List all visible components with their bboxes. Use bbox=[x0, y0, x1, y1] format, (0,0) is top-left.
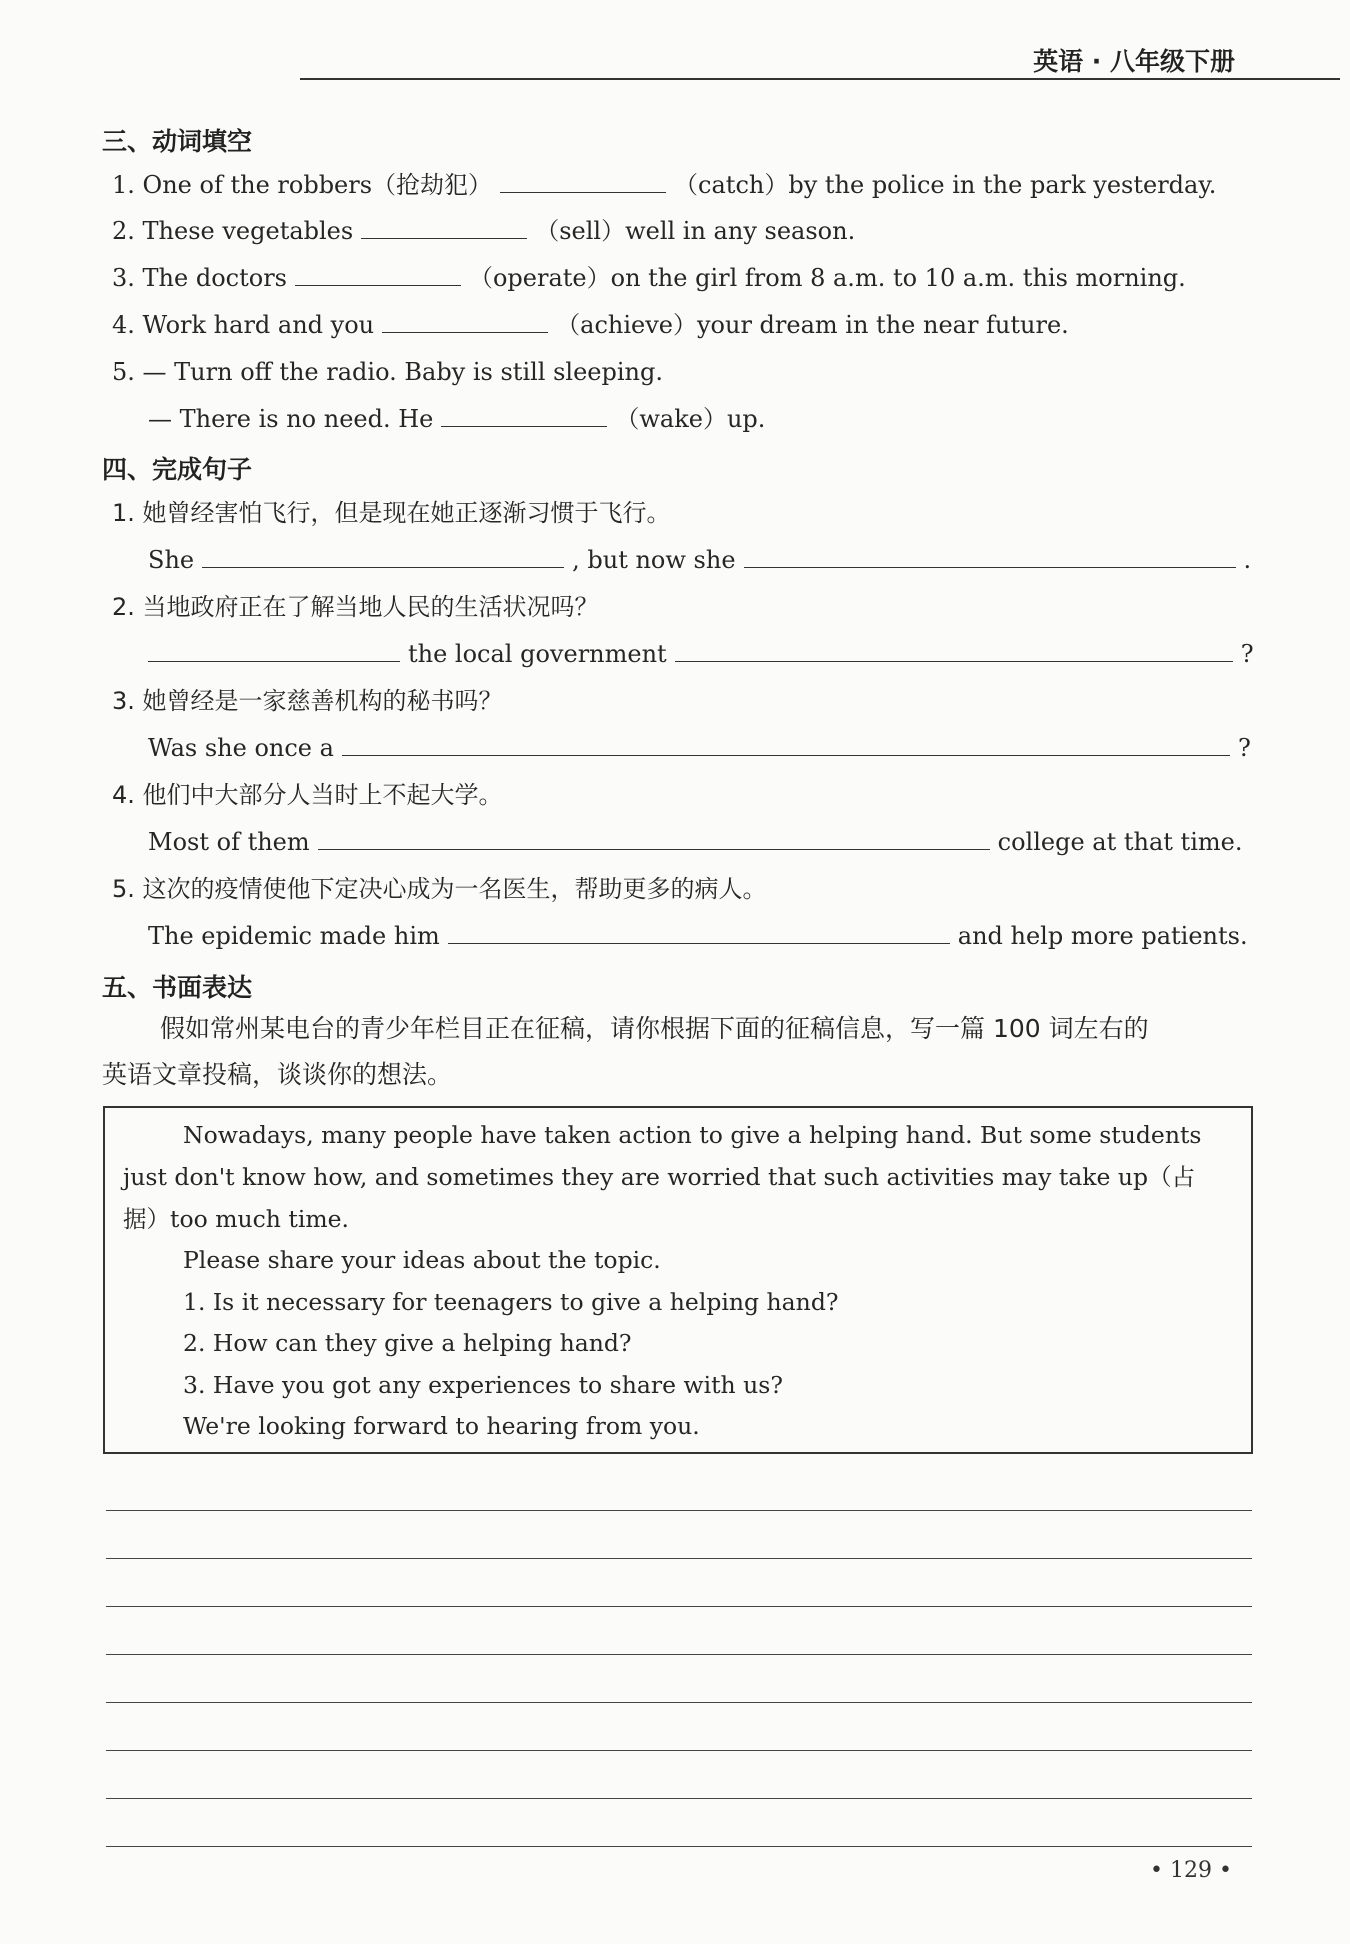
s4-item-2-cn bbox=[112, 590, 599, 624]
writing-line[interactable] bbox=[106, 1750, 1252, 1751]
sentence-end: . bbox=[1243, 546, 1252, 574]
item-number: 1. bbox=[112, 171, 135, 199]
answer-blank[interactable] bbox=[148, 637, 400, 662]
item-number: 5. bbox=[112, 875, 135, 903]
item-number: 2. bbox=[112, 217, 135, 245]
answer-blank[interactable] bbox=[295, 261, 461, 286]
header-title: 英语 · 八年级下册 bbox=[1033, 47, 1235, 76]
s4-item-5-cn bbox=[112, 872, 767, 906]
section-5-heading: 五、书面表达 bbox=[102, 973, 253, 1002]
sentence-part: Most of them bbox=[148, 828, 310, 856]
item-number: 1. bbox=[112, 499, 135, 527]
writing-line[interactable] bbox=[106, 1558, 1252, 1559]
prompt-box bbox=[103, 1106, 1253, 1454]
item-text-before: One of the robbers（抢劫犯） bbox=[142, 171, 493, 199]
prompt-line: just don't know how, and sometimes they are worried that such activities may take up（占 bbox=[123, 1163, 1196, 1191]
header-rule bbox=[300, 78, 1340, 80]
item-number: 5. bbox=[112, 358, 135, 386]
writing-line[interactable] bbox=[106, 1846, 1252, 1847]
sentence-end: ? bbox=[1240, 640, 1254, 668]
answer-blank[interactable] bbox=[361, 214, 527, 239]
prompt-line: 1. Is it necessary for teenagers to give a helping hand? bbox=[183, 1288, 839, 1316]
answer-blank[interactable] bbox=[441, 402, 607, 427]
chinese-prompt: 这次的疫情使他下定决心成为一名医生，帮助更多的病人。 bbox=[142, 875, 767, 903]
s3-item-2 bbox=[112, 214, 855, 248]
item-text-after: （operate）on the girl from 8 a.m. to 10 a.m. this morning. bbox=[468, 264, 1186, 292]
item-text-after: （catch）by the police in the park yesterday. bbox=[674, 171, 1217, 199]
answer-blank[interactable] bbox=[744, 543, 1236, 568]
s3-item-4 bbox=[112, 308, 1069, 342]
sentence-part: the local government bbox=[408, 640, 667, 668]
sentence-part: Was she once a bbox=[148, 734, 334, 762]
s4-item-5-en bbox=[148, 919, 1248, 953]
item-number: 3. bbox=[112, 687, 135, 715]
item-text-before: — There is no need. He bbox=[148, 405, 434, 433]
writing-line[interactable] bbox=[106, 1798, 1252, 1799]
prompt-line: Nowadays, many people have taken action to give a helping hand. But some students bbox=[183, 1121, 1202, 1149]
s3-item-5-reply bbox=[148, 402, 765, 436]
answer-blank[interactable] bbox=[448, 919, 950, 944]
answer-blank[interactable] bbox=[675, 637, 1233, 662]
sentence-part: , but now she bbox=[572, 546, 736, 574]
prompt-line: We're looking forward to hearing from you. bbox=[183, 1412, 700, 1440]
s4-item-3-en bbox=[148, 731, 1251, 765]
answer-blank[interactable] bbox=[500, 168, 666, 193]
prompt-line: 3. Have you got any experiences to share with us? bbox=[183, 1371, 783, 1399]
s3-item-1 bbox=[112, 168, 1216, 202]
writing-intro-line-2: 英语文章投稿，谈谈你的想法。 bbox=[102, 1060, 453, 1089]
writing-line[interactable] bbox=[106, 1702, 1252, 1703]
sentence-part: college at that time. bbox=[997, 828, 1243, 856]
section-4-heading: 四、完成句子 bbox=[102, 455, 253, 484]
sentence-end: ? bbox=[1237, 734, 1251, 762]
writing-line[interactable] bbox=[106, 1510, 1252, 1511]
section-3-heading: 三、动词填空 bbox=[102, 127, 253, 156]
prompt-line: 据）too much time. bbox=[123, 1205, 350, 1233]
chinese-prompt: 当地政府正在了解当地人民的生活状况吗？ bbox=[142, 593, 599, 621]
page-number: • 129 • bbox=[1150, 1858, 1232, 1883]
item-text-after: （sell）well in any season. bbox=[535, 217, 856, 245]
chinese-prompt: 她曾经是一家慈善机构的秘书吗？ bbox=[142, 687, 503, 715]
prompt-line: Please share your ideas about the topic. bbox=[183, 1246, 661, 1274]
writing-line[interactable] bbox=[106, 1606, 1252, 1607]
item-number: 2. bbox=[112, 593, 135, 621]
item-text-before: Work hard and you bbox=[142, 311, 375, 339]
s3-item-3 bbox=[112, 261, 1186, 295]
item-text-after: （wake）up. bbox=[615, 405, 766, 433]
s4-item-1-en bbox=[148, 543, 1251, 577]
s3-item-5 bbox=[112, 355, 663, 389]
item-number: 4. bbox=[112, 311, 135, 339]
sentence-part: She bbox=[148, 546, 195, 574]
answer-blank[interactable] bbox=[318, 825, 990, 850]
s4-item-1-cn bbox=[112, 496, 671, 530]
item-text-after: （achieve）your dream in the near future. bbox=[556, 311, 1069, 339]
item-number: 4. bbox=[112, 781, 135, 809]
sentence-part: The epidemic made him bbox=[148, 922, 440, 950]
s4-item-4-cn bbox=[112, 778, 503, 812]
s4-item-3-cn bbox=[112, 684, 503, 718]
item-text-before: — Turn off the radio. Baby is still sleeping. bbox=[142, 358, 663, 386]
chinese-prompt: 他们中大部分人当时上不起大学。 bbox=[142, 781, 503, 809]
s4-item-2-en bbox=[148, 637, 1254, 671]
item-text-before: The doctors bbox=[142, 264, 287, 292]
answer-blank[interactable] bbox=[382, 308, 548, 333]
item-number: 3. bbox=[112, 264, 135, 292]
chinese-prompt: 她曾经害怕飞行，但是现在她正逐渐习惯于飞行。 bbox=[142, 499, 671, 527]
item-text-before: These vegetables bbox=[142, 217, 354, 245]
writing-intro-line-1: 假如常州某电台的青少年栏目正在征稿，请你根据下面的征稿信息，写一篇 100 词左右的 bbox=[160, 1014, 1149, 1043]
sentence-part: and help more patients. bbox=[957, 922, 1248, 950]
prompt-line: 2. How can they give a helping hand? bbox=[183, 1329, 632, 1357]
s4-item-4-en bbox=[148, 825, 1242, 859]
answer-blank[interactable] bbox=[202, 543, 564, 568]
answer-blank[interactable] bbox=[342, 731, 1230, 756]
writing-line[interactable] bbox=[106, 1654, 1252, 1655]
